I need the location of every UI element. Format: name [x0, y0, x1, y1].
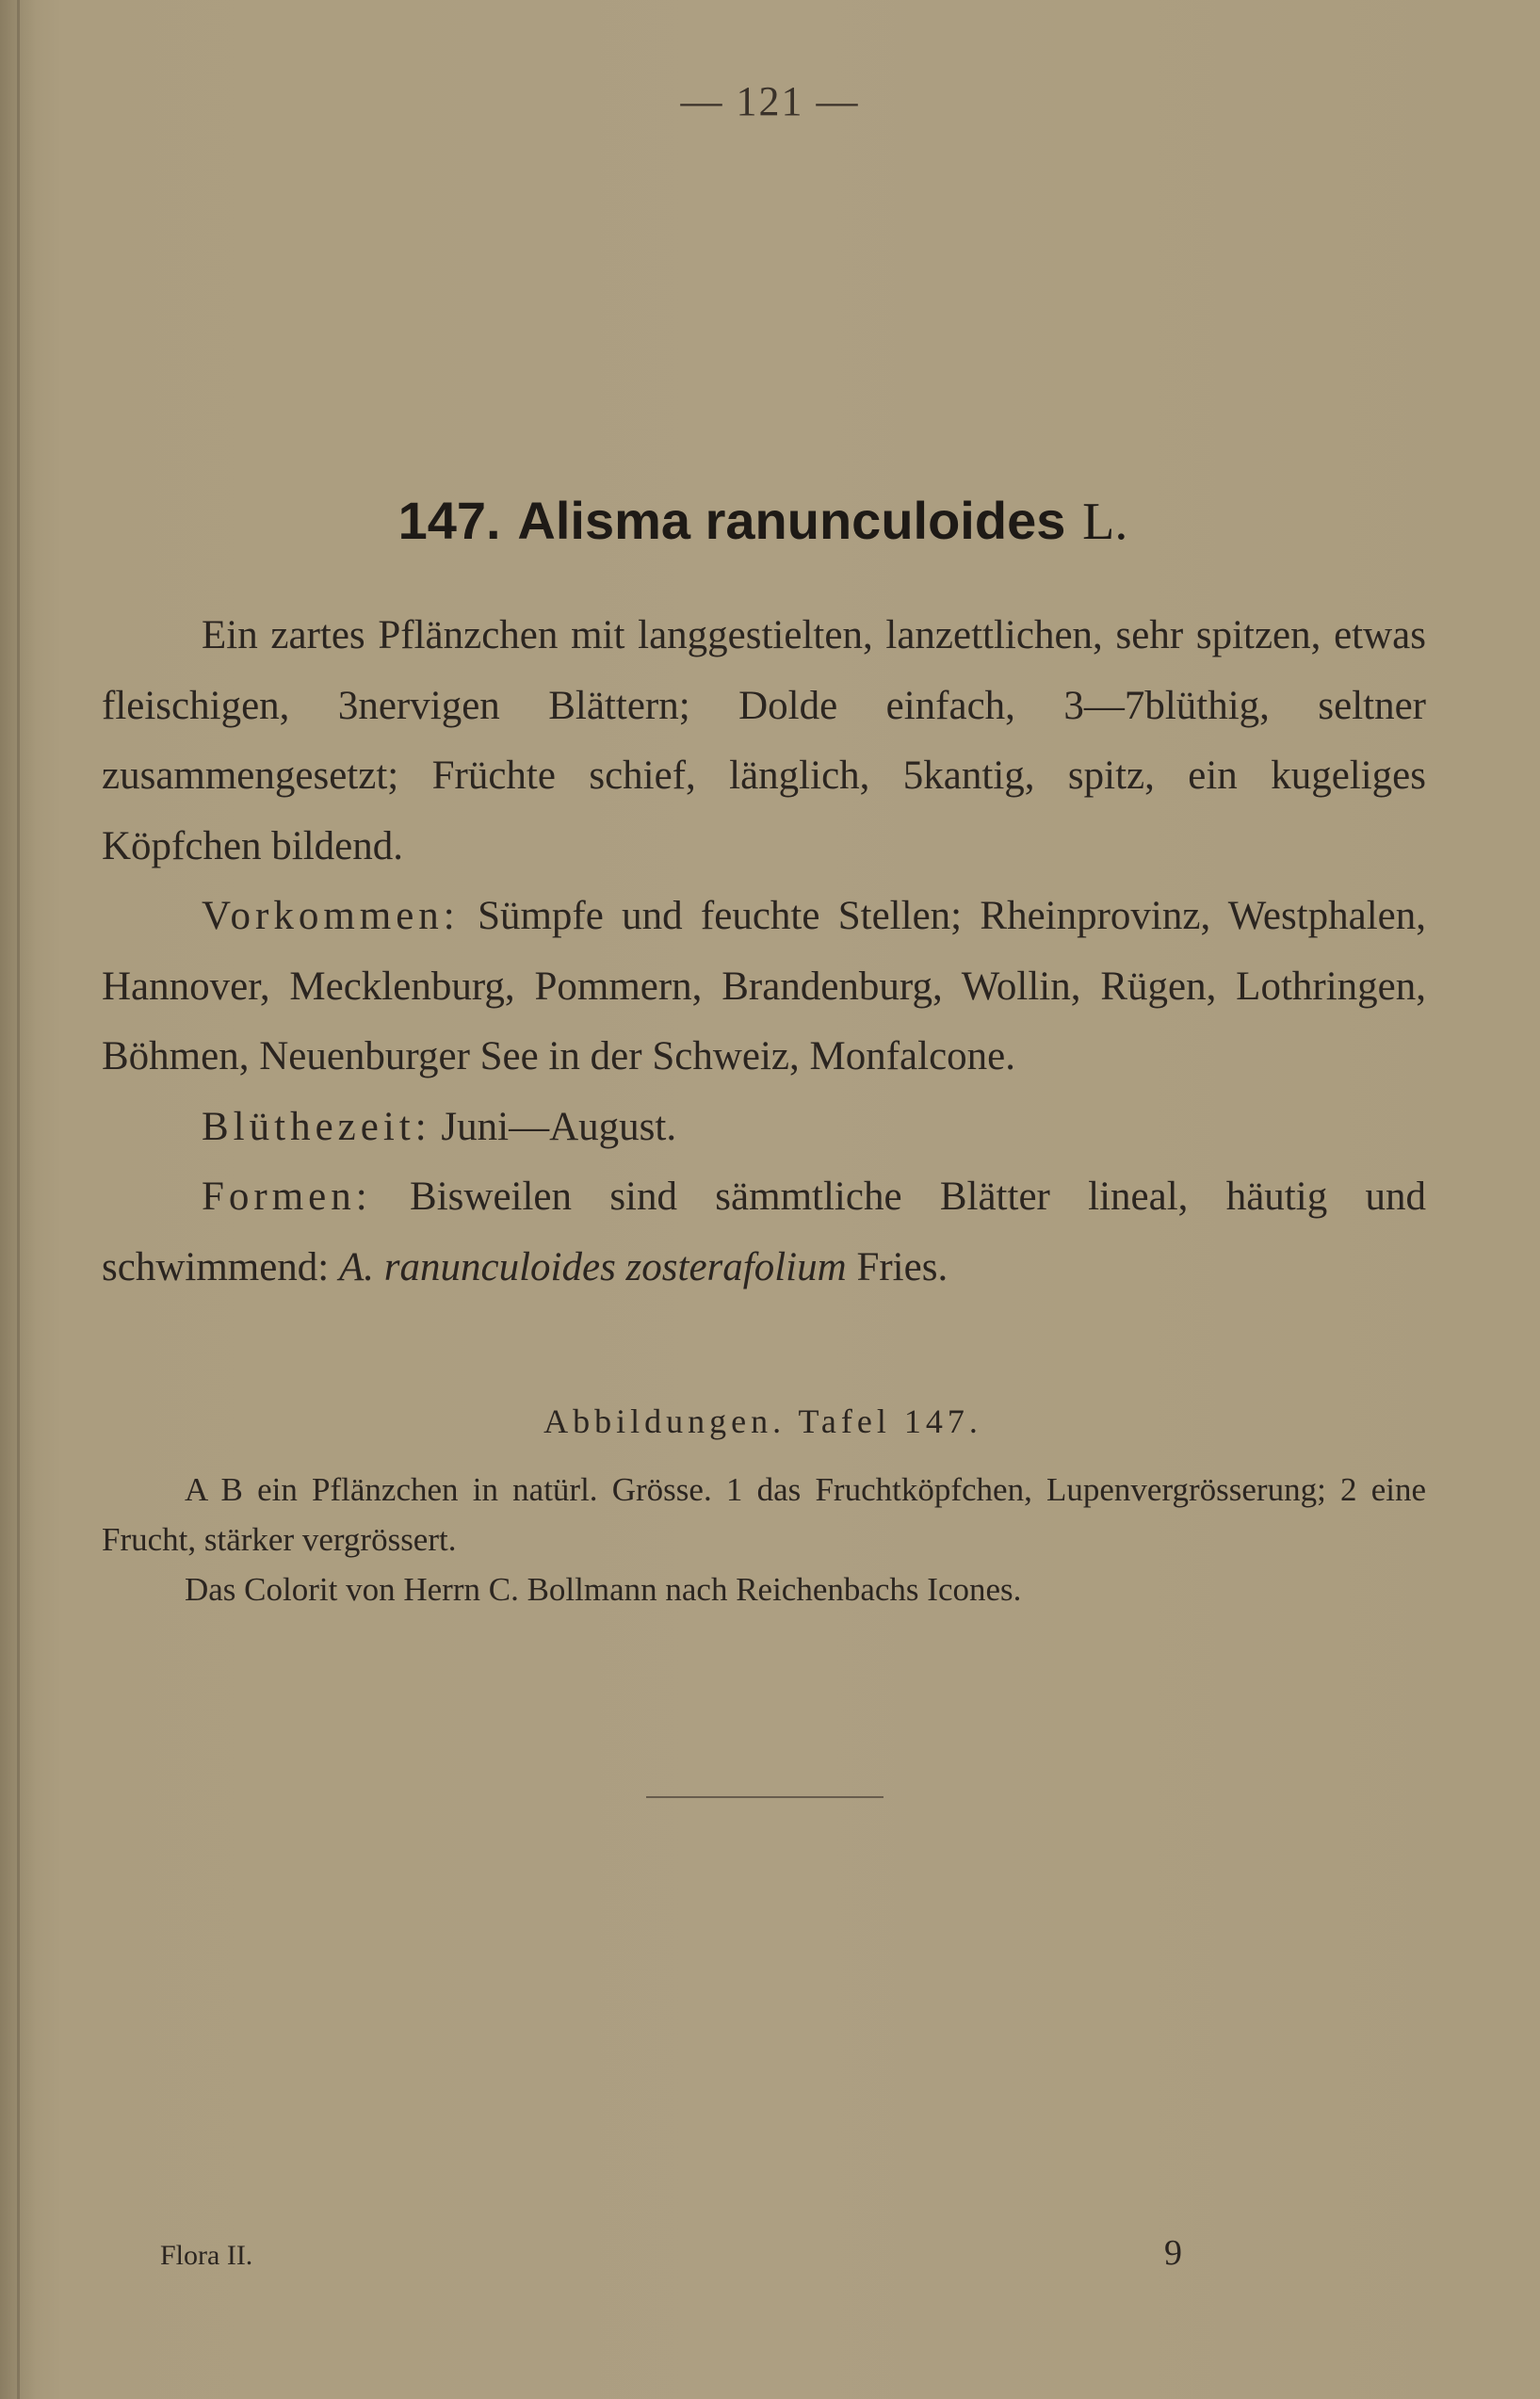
description-text: Ein zartes Pflänzchen mit langgestielten, lanzettlichen, sehr spitzen, etwas fleischigen, 3nervigen Blättern; Dolde einfach, 3—7blüthig, seltner zusammengesetzt; Früchte schief, länglich, 5kantig, spitz, ein kugeliges Köpfchen bildend. — [102, 613, 1426, 868]
formen-paragraph — [102, 1162, 1426, 1303]
entry-body — [102, 601, 1426, 1303]
signature-number: 9 — [1164, 2233, 1182, 2273]
section-divider — [646, 1796, 883, 1798]
description-paragraph — [102, 601, 1426, 882]
entry-author: L. — [1082, 493, 1128, 551]
abbildungen-caption: A B ein Pflänzchen in natürl. Grösse. 1 das Fruchtköpfchen, Lupenvergrösserung; 2 eine Frucht, stärker vergrössert. — [102, 1471, 1426, 1558]
formen-species: A. ranunculoides zosterafolium — [339, 1244, 847, 1289]
vorkommen-label: Vorkommen: — [202, 894, 460, 938]
binding-shadow-line — [17, 0, 20, 2399]
entry-title — [0, 490, 1526, 552]
formen-label: Formen: — [202, 1175, 372, 1219]
abbildungen-block — [102, 1465, 1426, 1614]
entry-species-name: Alisma ranunculoides — [517, 491, 1066, 550]
entry-number: 147. — [397, 491, 501, 550]
formen-author: Fries. — [856, 1244, 948, 1289]
vorkommen-text: Sümpfe und feuchte Stellen; Rheinprovinz, Westphalen, Hannover, Mecklenburg, Pommern, Brandenburg, Wollin, Rügen, Lothringen, Böhmen, Neuenburger See in der Schweiz, Monfalcone. — [102, 894, 1426, 1078]
page-number: — 121 — — [680, 78, 860, 124]
bluethezeit-text: Juni—August. — [441, 1104, 677, 1149]
bluethezeit-paragraph — [102, 1093, 1426, 1163]
formen-text: Bisweilen sind sämmtliche Blätter lineal, häutig und schwimmend: — [102, 1175, 1427, 1289]
abbildungen-heading: Abbildungen. Tafel 147. — [543, 1402, 982, 1440]
vorkommen-paragraph — [102, 882, 1426, 1093]
bluethezeit-label: Blüthezeit: — [202, 1104, 431, 1149]
abbildungen-credit: Das Colorit von Herrn C. Bollmann nach Reichenbachs Icones. — [185, 1571, 1022, 1608]
signature-label: Flora II. — [160, 2240, 253, 2271]
